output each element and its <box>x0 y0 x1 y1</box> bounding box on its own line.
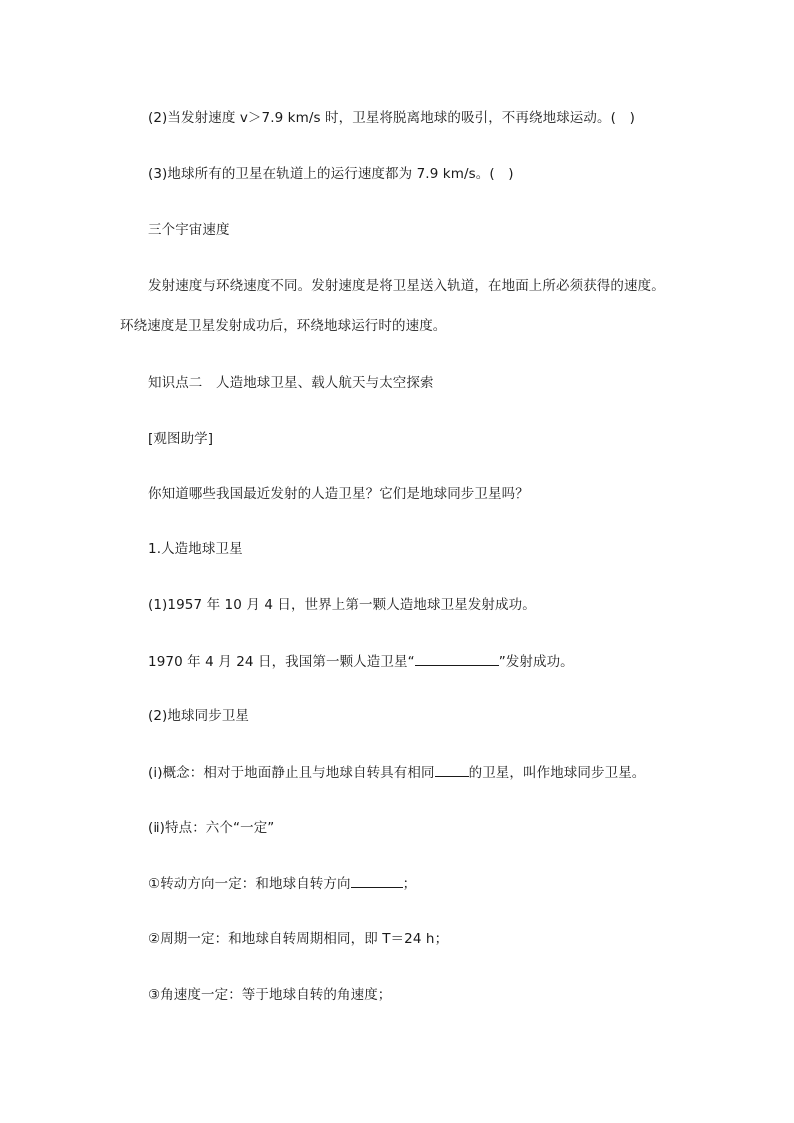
point-1 <box>148 873 416 894</box>
item-1b-text-after: ”发射成功。 <box>498 654 574 670</box>
paragraph-line-1: 发射速度与环绕速度不同。发射速度是将卫星送入轨道，在地面上所必须获得的速度。 <box>148 278 665 294</box>
section-1-title: 1.人造地球卫星 <box>148 541 243 557</box>
paragraph-line-2: 环绕速度是卫星发射成功后，环绕地球运行时的速度。 <box>120 318 447 334</box>
item-2-features: (ⅱ)特点：六个“一定” <box>148 820 275 836</box>
item-1b-text-before: 1970 年 4 月 24 日，我国第一颗人造卫星“ <box>148 654 415 670</box>
point-2: ②周期一定：和地球自转周期相同，即 T＝24 h； <box>148 931 449 947</box>
item-1: (1)1957 年 10 月 4 日，世界上第一颗人造地球卫星发射成功。 <box>148 597 536 613</box>
point-3: ③角速度一定：等于地球自转的角速度； <box>148 987 392 1003</box>
question-recent-satellites: 你知道哪些我国最近发射的人造卫星？它们是地球同步卫星吗？ <box>148 486 529 502</box>
item-2: (2)地球同步卫星 <box>148 708 250 724</box>
fill-blank-satellite-name <box>415 651 499 666</box>
point-1-before: ①转动方向一定：和地球自转方向 <box>148 876 351 892</box>
observe-label: [观图助学] <box>148 431 214 447</box>
item-2-concept-before: (ⅰ)概念：相对于地面静止且与地球自转具有相同 <box>148 765 435 781</box>
item-2-concept-after: 的卫星，叫作地球同步卫星。 <box>468 765 646 781</box>
item-2-concept <box>148 762 645 783</box>
point-1-after: ； <box>402 876 417 892</box>
fill-blank-concept <box>435 762 469 777</box>
question-2: (2)当发射速度 v＞7.9 km/s 时，卫星将脱离地球的吸引，不再绕地球运动。( ) <box>148 110 635 126</box>
knowledge-point-2-title: 知识点二 人造地球卫星、载人航天与太空探索 <box>148 375 434 391</box>
item-1b <box>148 651 574 672</box>
fill-blank-direction <box>351 873 403 888</box>
question-3: (3)地球所有的卫星在轨道上的运行速度都为 7.9 km/s。( ) <box>148 166 514 182</box>
heading-three-cosmic-speeds: 三个宇宙速度 <box>148 222 230 238</box>
